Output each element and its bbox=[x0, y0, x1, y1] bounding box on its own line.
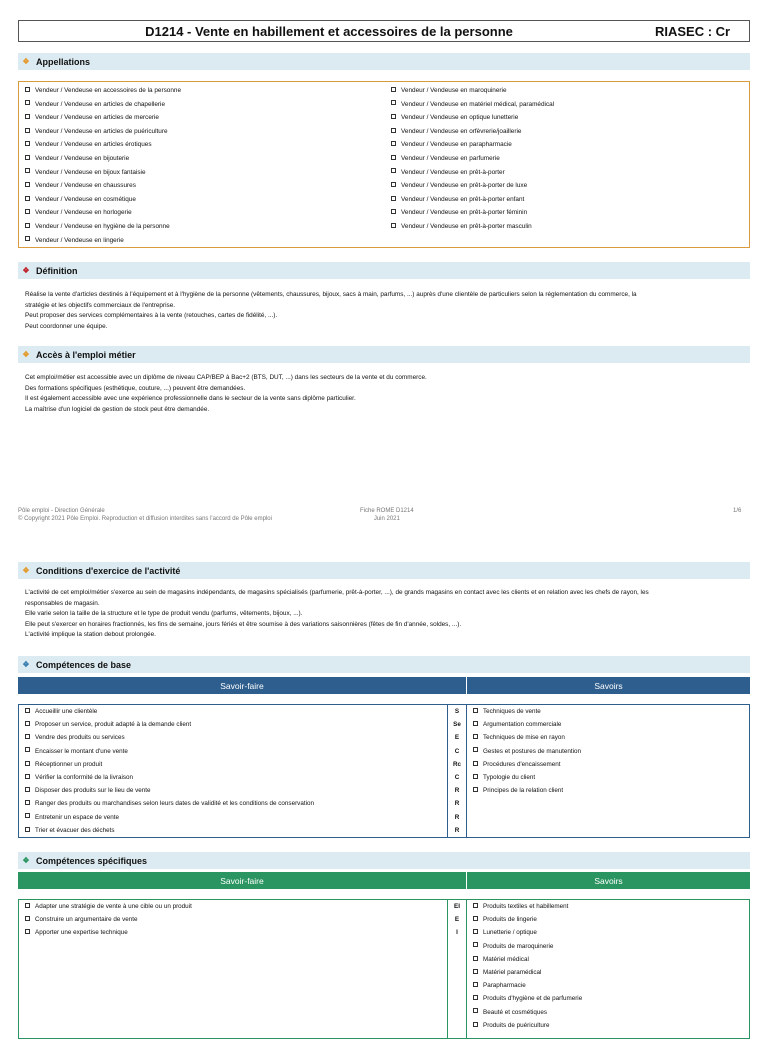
list-item-label: Vendeur / Vendeuse en matériel médical, paramédical bbox=[401, 100, 555, 108]
savoir-faire-label: Disposer des produits sur le lieu de vente bbox=[35, 787, 151, 795]
list-item bbox=[473, 758, 749, 771]
list-item-label: Produits de maroquinerie bbox=[483, 942, 554, 950]
savoir-faire-column bbox=[19, 705, 467, 837]
riasec-code-cell: R bbox=[447, 784, 466, 797]
savoir-faire-cell bbox=[19, 718, 447, 731]
checkbox-icon bbox=[25, 916, 30, 921]
list-item bbox=[391, 193, 743, 207]
footer-left bbox=[18, 507, 272, 523]
checkbox-icon bbox=[473, 982, 478, 987]
page-title: D1214 - Vente en habillement et accessoires de la personne bbox=[145, 23, 513, 39]
list-item bbox=[391, 179, 743, 193]
diamond-icon: ❖ bbox=[22, 566, 30, 575]
list-item bbox=[25, 152, 384, 166]
list-item-label: Vendeur / Vendeuse en hygiène de la personne bbox=[35, 222, 170, 230]
savoir-faire-label: Accueillir une clientèle bbox=[35, 708, 98, 715]
list-item bbox=[25, 220, 384, 234]
paragraph-line: responsables de magasin. bbox=[25, 599, 100, 607]
list-item bbox=[391, 138, 743, 152]
riasec-code-cell: Se bbox=[447, 718, 466, 731]
checkbox-icon bbox=[25, 708, 30, 713]
savoir-faire-cell bbox=[19, 797, 447, 810]
checkbox-icon bbox=[473, 734, 478, 739]
list-item-label: Beauté et cosmétiques bbox=[483, 1008, 548, 1016]
checkbox-icon bbox=[391, 209, 396, 214]
appellations-left-column bbox=[25, 84, 384, 245]
paragraph-line: Elle peut s'exercer en horaires fractionnés, les fins de semaine, jours fériés et être soumise à des variations saisonnières (fêtes de fin d'année, soldes, ...). bbox=[25, 620, 462, 628]
diamond-icon: ❖ bbox=[22, 660, 30, 669]
section-title: Compétences de base bbox=[36, 659, 132, 670]
list-item-label: Parapharmacie bbox=[483, 982, 526, 990]
savoir-faire-cell bbox=[19, 771, 447, 784]
riasec-code-cell: C bbox=[447, 771, 466, 784]
paragraph-line: Des formations spécifiques (esthétique, couture, ...) peuvent être demandées. bbox=[25, 384, 246, 392]
checkbox-icon bbox=[25, 155, 30, 160]
table-row bbox=[19, 900, 466, 913]
riasec-code-cell: E bbox=[447, 731, 466, 744]
table-row bbox=[19, 811, 466, 824]
checkbox-icon bbox=[391, 168, 396, 173]
list-item-label: Techniques de mise en rayon bbox=[483, 734, 565, 742]
checkbox-icon bbox=[473, 708, 478, 713]
checkbox-icon bbox=[25, 236, 30, 241]
list-item bbox=[391, 152, 743, 166]
checkbox-icon bbox=[391, 141, 396, 146]
checkbox-icon bbox=[25, 196, 30, 201]
list-item-label: Vendeur / Vendeuse en optique lunetterie bbox=[401, 114, 519, 122]
list-item-label: Vendeur / Vendeuse en prêt-à-porter masculin bbox=[401, 222, 532, 230]
list-item-label: Produits de lingerie bbox=[483, 916, 537, 924]
section-title: Appellations bbox=[36, 56, 91, 67]
paragraph-line: Peut coordonner une équipe. bbox=[25, 322, 108, 330]
savoir-faire-label: Entretenir un espace de vente bbox=[35, 813, 120, 821]
list-item bbox=[473, 900, 749, 913]
definition-text bbox=[25, 290, 745, 332]
paragraph-line: stratégie et les objectifs commerciaux de l'entreprise. bbox=[25, 301, 176, 309]
diamond-icon: ❖ bbox=[22, 350, 30, 359]
savoir-faire-cell bbox=[19, 824, 447, 837]
list-item bbox=[391, 84, 743, 98]
checkbox-icon bbox=[391, 182, 396, 187]
savoir-faire-header: Savoir-faire bbox=[220, 680, 264, 691]
list-item-label: Vendeur / Vendeuse en prêt-à-porter de luxe bbox=[401, 182, 528, 190]
table-row bbox=[19, 784, 466, 797]
appellations-list bbox=[18, 81, 750, 248]
competences-base-table bbox=[18, 704, 750, 838]
checkbox-icon bbox=[473, 787, 478, 792]
checkbox-icon bbox=[25, 787, 30, 792]
savoir-faire-label: Réceptionner un produit bbox=[35, 760, 103, 768]
table-row bbox=[19, 913, 466, 926]
list-item bbox=[473, 1019, 749, 1032]
diamond-icon: ❖ bbox=[22, 856, 30, 865]
list-item bbox=[473, 913, 749, 926]
checkbox-icon bbox=[473, 1008, 478, 1013]
checkbox-icon bbox=[25, 128, 30, 133]
savoir-faire-cell bbox=[19, 705, 447, 718]
list-item bbox=[25, 125, 384, 139]
paragraph-line: L'activité implique la station debout prolongée. bbox=[25, 631, 156, 639]
footer-fiche: Fiche ROME D1214 bbox=[360, 508, 414, 514]
savoir-faire-column bbox=[19, 900, 467, 1038]
savoir-faire-label: Construire un argumentaire de vente bbox=[35, 916, 138, 924]
riasec-code: RIASEC : Cr bbox=[655, 23, 731, 39]
savoir-faire-cell bbox=[19, 784, 447, 797]
list-item-label: Vendeur / Vendeuse en prêt-à-porter bbox=[401, 168, 505, 176]
checkbox-icon bbox=[391, 100, 396, 105]
savoir-faire-label: Apporter une expertise technique bbox=[35, 929, 128, 937]
list-item bbox=[391, 206, 743, 220]
table-row bbox=[19, 771, 466, 784]
footer-center bbox=[360, 507, 414, 523]
checkbox-icon bbox=[473, 929, 478, 934]
paragraph-line: Elle varie selon la taille de la structure et le type de produit vendu (parfums, vêtements, bijoux, ...). bbox=[25, 610, 303, 618]
checkbox-icon bbox=[473, 774, 478, 779]
list-item bbox=[473, 979, 749, 992]
checkbox-icon bbox=[473, 995, 478, 1000]
list-item-label: Argumentation commerciale bbox=[483, 721, 562, 729]
savoir-faire-label: Vérifier la conformité de la livraison bbox=[35, 773, 133, 781]
list-item bbox=[473, 784, 749, 797]
list-item bbox=[25, 166, 384, 180]
list-item bbox=[473, 731, 749, 744]
list-item-label: Principes de la relation client bbox=[483, 787, 564, 795]
checkbox-icon bbox=[25, 813, 30, 818]
list-item bbox=[25, 98, 384, 112]
list-item-label: Vendeur / Vendeuse en chaussures bbox=[35, 182, 136, 190]
savoir-faire-label: Ranger des produits ou marchandises selon leurs dates de validité et les conditions de conservation bbox=[35, 800, 314, 808]
riasec-code-cell: E bbox=[447, 913, 466, 926]
list-item-label: Typologie du client bbox=[483, 773, 536, 781]
checkbox-icon bbox=[25, 721, 30, 726]
riasec-code-cell: R bbox=[447, 797, 466, 810]
section-competences-base bbox=[18, 656, 750, 673]
list-item-label: Produits de puériculture bbox=[483, 1021, 550, 1029]
list-item-label: Gestes et postures de manutention bbox=[483, 747, 582, 755]
savoir-faire-cell bbox=[19, 758, 447, 771]
checkbox-icon bbox=[25, 182, 30, 187]
riasec-code-cell: S bbox=[447, 705, 466, 718]
section-title: Accès à l'emploi métier bbox=[36, 349, 136, 360]
savoir-faire-cell bbox=[19, 745, 447, 758]
list-item-label: Vendeur / Vendeuse en parfumerie bbox=[401, 154, 500, 162]
checkbox-icon bbox=[391, 87, 396, 92]
savoirs-header: Savoirs bbox=[466, 677, 750, 694]
list-item bbox=[473, 953, 749, 966]
checkbox-icon bbox=[391, 196, 396, 201]
table-row bbox=[19, 824, 466, 837]
riasec-code-cell: C bbox=[447, 745, 466, 758]
list-item-label: Vendeur / Vendeuse en bijoux fantaisie bbox=[35, 168, 146, 176]
section-title: Conditions d'exercice de l'activité bbox=[36, 565, 181, 576]
riasec-code-cell: EI bbox=[447, 900, 466, 913]
checkbox-icon bbox=[25, 761, 30, 766]
list-item bbox=[473, 966, 749, 979]
savoirs-column bbox=[467, 900, 749, 1038]
list-item bbox=[473, 992, 749, 1005]
list-item bbox=[391, 125, 743, 139]
checkbox-icon bbox=[391, 128, 396, 133]
paragraph-line: Il est également accessible avec une expérience professionnelle dans le secteur de la vente sans diplôme particulier. bbox=[25, 395, 356, 403]
list-item-label: Lunetterie / optique bbox=[483, 929, 537, 937]
checkbox-icon bbox=[25, 734, 30, 739]
table-row bbox=[19, 797, 466, 810]
savoir-faire-cell bbox=[19, 731, 447, 744]
savoir-faire-label: Vendre des produits ou services bbox=[35, 734, 125, 742]
checkbox-icon bbox=[25, 827, 30, 832]
acces-text bbox=[25, 373, 745, 415]
checkbox-icon bbox=[25, 168, 30, 173]
checkbox-icon bbox=[25, 87, 30, 92]
checkbox-icon bbox=[25, 100, 30, 105]
savoir-faire-header: Savoir-faire bbox=[220, 875, 264, 886]
section-conditions bbox=[18, 562, 750, 579]
checkbox-icon bbox=[473, 721, 478, 726]
section-title: Compétences spécifiques bbox=[36, 855, 148, 866]
footer-date: Juin 2021 bbox=[373, 516, 400, 522]
list-item bbox=[25, 111, 384, 125]
list-item bbox=[473, 940, 749, 953]
diamond-icon: ❖ bbox=[22, 57, 30, 66]
list-item-label: Vendeur / Vendeuse en articles de chapellerie bbox=[35, 100, 166, 108]
section-appellations bbox=[18, 53, 750, 70]
checkbox-icon bbox=[391, 114, 396, 119]
savoir-faire-label: Trier et évacuer des déchets bbox=[35, 826, 115, 834]
list-item bbox=[391, 220, 743, 234]
paragraph-line: Cet emploi/métier est accessible avec un diplôme de niveau CAP/BEP à Bac+2 (BTS, DUT, ...) dans les secteurs de la vente et du commerce. bbox=[25, 374, 427, 381]
checkbox-icon bbox=[473, 969, 478, 974]
list-item bbox=[25, 179, 384, 193]
list-item bbox=[25, 84, 384, 98]
table-row bbox=[19, 731, 466, 744]
list-item-label: Vendeur / Vendeuse en accessoires de la personne bbox=[35, 87, 182, 94]
table-row bbox=[19, 718, 466, 731]
table-row bbox=[19, 705, 466, 718]
list-item-label: Procédures d'encaissement bbox=[483, 760, 561, 768]
list-item bbox=[473, 1006, 749, 1019]
section-title: Définition bbox=[36, 265, 78, 276]
list-item-label: Matériel paramédical bbox=[483, 968, 542, 976]
list-item-label: Vendeur / Vendeuse en articles de mercerie bbox=[35, 114, 159, 122]
list-item-label: Vendeur / Vendeuse en articles érotiques bbox=[35, 141, 152, 149]
diamond-icon: ❖ bbox=[22, 266, 30, 275]
list-item bbox=[391, 98, 743, 112]
list-item bbox=[473, 771, 749, 784]
list-item bbox=[391, 166, 743, 180]
checkbox-icon bbox=[25, 774, 30, 779]
checkbox-icon bbox=[25, 141, 30, 146]
checkbox-icon bbox=[391, 155, 396, 160]
checkbox-icon bbox=[25, 800, 30, 805]
section-definition bbox=[18, 262, 750, 279]
list-item-label: Vendeur / Vendeuse en prêt-à-porter féminin bbox=[401, 209, 528, 217]
list-item-label: Vendeur / Vendeuse en bijouterie bbox=[35, 154, 130, 162]
footer-copyright: © Copyright 2021 Pôle Emploi. Reproduction et diffusion interdites sans l'accord de Pôle emploi bbox=[18, 516, 272, 522]
checkbox-icon bbox=[25, 223, 30, 228]
checkbox-icon bbox=[473, 747, 478, 752]
checkbox-icon bbox=[25, 747, 30, 752]
checkbox-icon bbox=[473, 956, 478, 961]
savoir-faire-label: Proposer un service, produit adapté à la demande client bbox=[35, 721, 192, 729]
checkbox-icon bbox=[473, 916, 478, 921]
savoir-faire-cell bbox=[19, 926, 447, 939]
list-item bbox=[473, 926, 749, 939]
competences-specifiques-header bbox=[18, 872, 750, 889]
checkbox-icon bbox=[473, 903, 478, 908]
list-item bbox=[25, 193, 384, 207]
table-row bbox=[19, 926, 466, 939]
list-item-label: Matériel médical bbox=[483, 955, 529, 963]
page-header bbox=[18, 20, 750, 42]
checkbox-icon bbox=[25, 209, 30, 214]
list-item-label: Vendeur / Vendeuse en lingerie bbox=[35, 236, 124, 244]
checkbox-icon bbox=[473, 942, 478, 947]
checkbox-icon bbox=[25, 114, 30, 119]
paragraph-line: Réalise la vente d'articles destinés à l'équipement et à l'hygiène de la personne (vêtements, chaussures, bijoux, sacs à main, parfums, ...) auprès d'une clientèle de particuliers selon la réglementation du commerce, la bbox=[25, 291, 637, 298]
list-item-label: Vendeur / Vendeuse en articles de puériculture bbox=[35, 127, 168, 135]
list-item bbox=[391, 111, 743, 125]
list-item-label: Vendeur / Vendeuse en maroquinerie bbox=[401, 87, 507, 94]
table-row bbox=[19, 745, 466, 758]
checkbox-icon bbox=[473, 1022, 478, 1027]
paragraph-line: L'activité de cet emploi/métier s'exerce au sein de magasins indépendants, de magasins spécialisés (parfumerie, prêt-à-porter, ...), de grands magasins en contact avec les clients et en relation avec les chefs de rayon, les bbox=[25, 589, 649, 596]
checkbox-icon bbox=[473, 761, 478, 766]
appellations-right-column bbox=[384, 84, 743, 245]
savoir-faire-cell bbox=[19, 900, 447, 913]
footer-page-number: 1/6 bbox=[733, 508, 742, 514]
list-item bbox=[473, 718, 749, 731]
savoir-faire-label: Adapter une stratégie de vente à une cible ou un produit bbox=[35, 903, 192, 910]
checkbox-icon bbox=[391, 223, 396, 228]
savoirs-header: Savoirs bbox=[466, 872, 750, 889]
section-competences-specifiques bbox=[18, 852, 750, 869]
table-row bbox=[19, 758, 466, 771]
savoir-faire-cell bbox=[19, 811, 447, 824]
competences-base-header bbox=[18, 677, 750, 694]
paragraph-line: La maîtrise d'un logiciel de gestion de stock peut être demandée. bbox=[25, 405, 210, 413]
conditions-text bbox=[25, 588, 745, 641]
savoirs-column bbox=[467, 705, 749, 837]
footer-org: Pôle emploi - Direction Générale bbox=[18, 508, 105, 514]
list-item bbox=[473, 705, 749, 718]
savoir-faire-cell bbox=[19, 913, 447, 926]
section-acces bbox=[18, 346, 750, 363]
list-item bbox=[25, 138, 384, 152]
checkbox-icon bbox=[25, 929, 30, 934]
list-item bbox=[25, 234, 384, 248]
list-item-label: Vendeur / Vendeuse en cosmétique bbox=[35, 195, 136, 203]
riasec-code-cell: I bbox=[447, 926, 466, 939]
checkbox-icon bbox=[25, 903, 30, 908]
competences-specifiques-table bbox=[18, 899, 750, 1039]
riasec-code-cell: R bbox=[447, 824, 466, 837]
savoir-faire-label: Encaisser le montant d'une vente bbox=[35, 747, 128, 755]
riasec-code-cell: Rc bbox=[447, 758, 466, 771]
list-item-label: Vendeur / Vendeuse en orfèvrerie/joaillerie bbox=[401, 127, 522, 135]
list-item-label: Produits d'hygiène et de parfumerie bbox=[483, 995, 583, 1003]
list-item bbox=[473, 745, 749, 758]
paragraph-line: Peut proposer des services complémentaires à la vente (retouches, cartes de fidélité, ...). bbox=[25, 312, 278, 320]
list-item-label: Vendeur / Vendeuse en prêt-à-porter enfant bbox=[401, 195, 525, 203]
list-item bbox=[25, 206, 384, 220]
list-item-label: Techniques de vente bbox=[483, 708, 541, 715]
list-item-label: Produits textiles et habillement bbox=[483, 903, 569, 910]
list-item-label: Vendeur / Vendeuse en parapharmacie bbox=[401, 141, 512, 149]
riasec-code-cell: R bbox=[447, 811, 466, 824]
list-item-label: Vendeur / Vendeuse en horlogerie bbox=[35, 209, 132, 217]
